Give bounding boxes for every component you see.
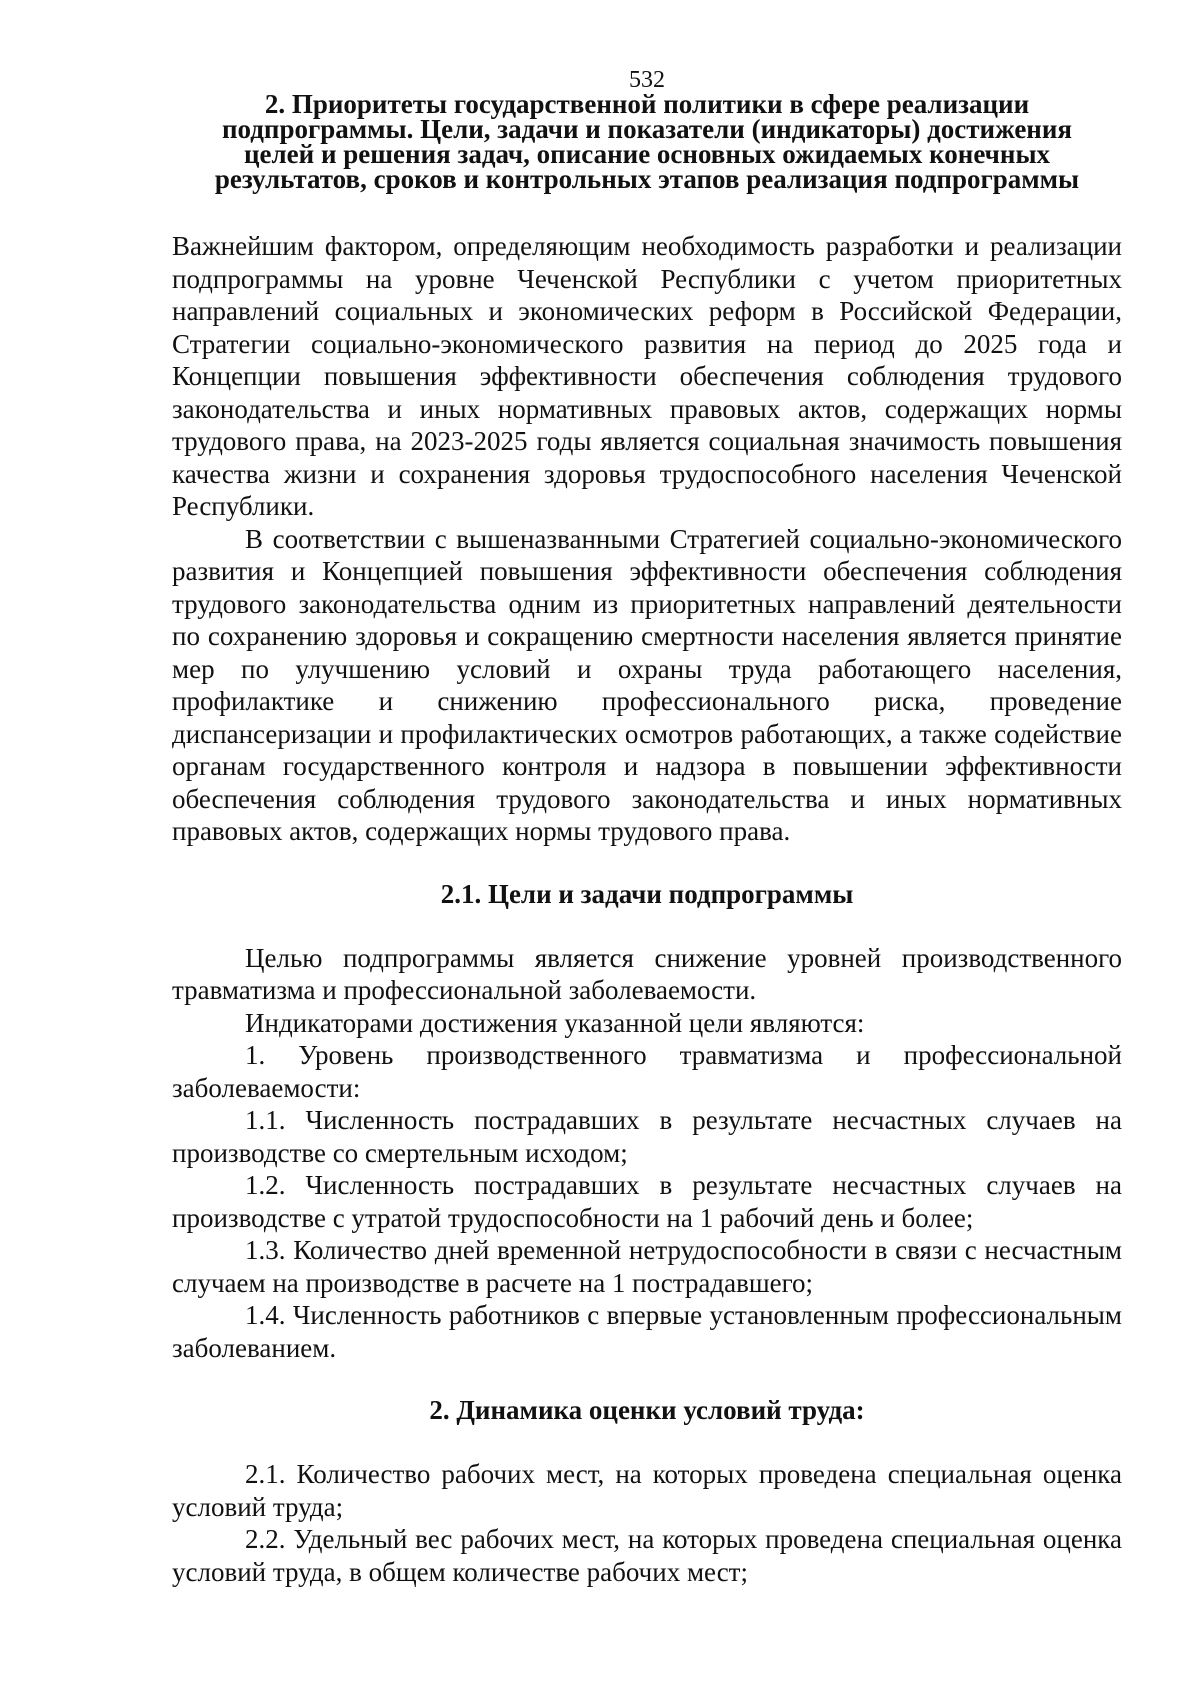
intro-section xyxy=(172,230,1122,848)
goals-section xyxy=(172,942,1122,1365)
page-number: 532 xyxy=(629,67,665,93)
section-title-goals: 2.1. Цели и задачи подпрограммы xyxy=(440,878,854,909)
working-conditions-section xyxy=(172,1458,1122,1588)
main-title-line: результатов, сроков и контрольных этапов реализация подпрограммы xyxy=(214,164,1080,194)
section-title-working-conditions: 2. Динамика оценки условий труда: xyxy=(429,1395,865,1425)
indicator-item: 1.2. Численность пострадавших в результате несчастных случаев на производстве с утратой трудоспособности на 1 рабочий день и более; xyxy=(172,1170,1122,1233)
main-title-line: подпрограммы. Цели, задачи и показатели (индикаторы) достижения xyxy=(221,114,1073,144)
indicator-item: 1.3. Количество дней временной нетрудоспособности в связи с несчастным случаем на производстве в расчете на 1 пострадавшего; xyxy=(172,1235,1122,1298)
main-title xyxy=(172,89,1122,194)
intro-paragraph: Важнейшим фактором, определяющим необходимость разработки и реализации подпрограммы на уровне Чеченской Республики с учетом приоритетных направлений социальных и экономических реформ в Российской Федерации, Стратегии социально-экономического развития на период до 2025 года и Концепции повышения эффективности обеспечения соблюдения трудового законодательства и иных нормативных правовых актов, содержащих нормы трудового права, на 2023-2025 годы является социальная значимость повышения качества жизни и сохранения здоровья трудоспособного населения Чеченской Республики. xyxy=(172,231,1122,521)
document-page xyxy=(172,68,1122,1588)
goals-paragraph: Целью подпрограммы является снижение уровней производственного травматизма и профессиональной заболеваемости. xyxy=(172,942,1122,1005)
indicator-item: 1. Уровень производственного травматизма и профессиональной заболеваемости: xyxy=(172,1040,1122,1103)
goals-paragraph: Индикаторами достижения указанной цели являются: xyxy=(245,1007,865,1038)
indicator-item: 2.1. Количество рабочих мест, на которых проведена специальная оценка условий труда; xyxy=(172,1459,1122,1522)
indicator-item: 1.4. Численность работников с впервые установленным профессиональным заболеванием. xyxy=(172,1300,1122,1363)
main-title-line: целей и решения задач, описание основных ожидаемых конечных xyxy=(243,139,1051,169)
intro-paragraph: В соответствии с вышеназванными Стратегией социально-экономического развития и Концепцией повышения эффективности обеспечения соблюдения трудового законодательства одним из приоритетных направлений деятельности по сохранению здоровья и сокращению смертности населения является принятие мер по улучшению условий и охраны труда работающего населения, профилактике и снижению профессионального риска, проведение диспансеризации и профилактических осмотров работающих, а также содействие органам государственного контроля и надзора в повышении эффективности обеспечения соблюдения трудового законодательства и иных нормативных правовых актов, содержащих нормы трудового права. xyxy=(172,523,1122,846)
indicator-item: 2.2. Удельный вес рабочих мест, на которых проведена специальная оценка условий труда, в общем количестве рабочих мест; xyxy=(172,1524,1122,1587)
indicator-item: 1.1. Численность пострадавших в результате несчастных случаев на производстве со смертельным исходом; xyxy=(172,1105,1122,1168)
main-title-line: 2. Приоритеты государственной политики в сфере реализации xyxy=(264,89,1030,119)
